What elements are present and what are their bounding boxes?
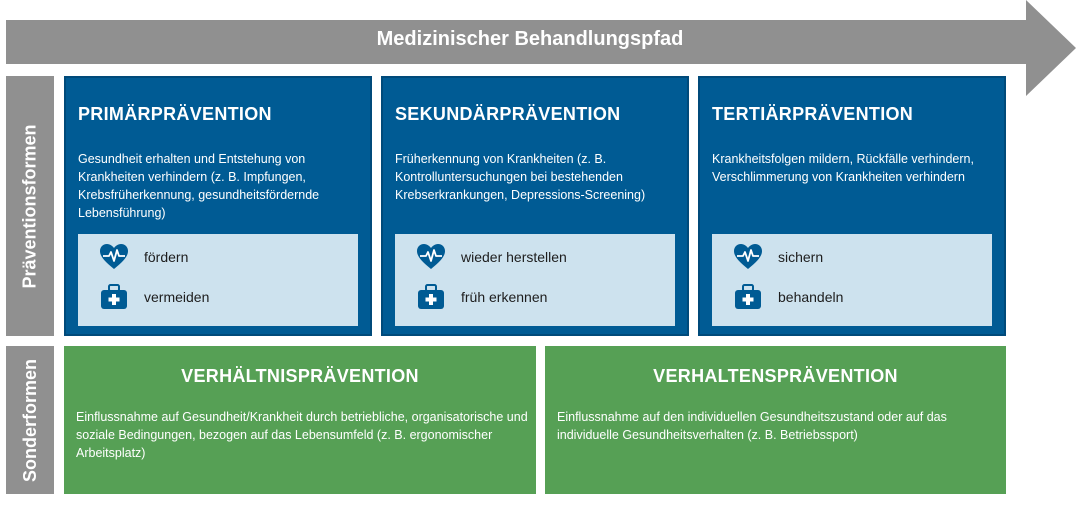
action-label: wieder herstellen	[461, 249, 567, 265]
heart-pulse-icon	[100, 244, 128, 270]
card-title: VERHÄLTNISPRÄVENTION	[181, 366, 419, 386]
action-panel	[78, 234, 358, 326]
card-title: TERTIÄRPRÄVENTION	[712, 104, 914, 124]
action-item	[417, 241, 567, 273]
side-label-prevention-forms	[6, 76, 54, 336]
card-relationship-prevention	[64, 346, 536, 494]
treatment-path-title: Medizinischer Behandlungspfad	[376, 28, 684, 50]
card-description: Einflussnahme auf den individuellen Gesundheitszustand oder auf das individuelle Gesundheitsverhalten (z. B. Betriebssport)	[557, 410, 947, 442]
medical-kit-icon	[417, 284, 445, 310]
card-tertiary-prevention	[698, 76, 1006, 336]
side-label-prevention-forms-text: Präventionsformen	[19, 123, 40, 289]
card-description: Gesundheit erhalten und Entstehung von Krankheiten verhindern (z. B. Impfungen, Krebsfrüherkennung, gesundheitsfördernde Lebensführung)	[78, 152, 320, 220]
action-label: vermeiden	[144, 289, 210, 305]
card-title: VERHALTENSPRÄVENTION	[653, 366, 898, 386]
action-item	[100, 241, 188, 273]
medical-kit-icon	[100, 284, 128, 310]
card-title: SEKUNDÄRPRÄVENTION	[395, 104, 621, 124]
card-description: Früherkennung von Krankheiten (z. B. Kontrolluntersuchungen bei bestehenden Krebserkrankungen, Depressions-Screening)	[395, 152, 646, 202]
side-label-special-forms-text: Sonderformen	[19, 358, 40, 482]
action-panel	[395, 234, 675, 326]
action-label: behandeln	[778, 289, 844, 305]
action-item	[417, 281, 547, 313]
card-secondary-prevention	[381, 76, 689, 336]
action-label: sichern	[778, 249, 824, 265]
heart-pulse-icon	[417, 244, 445, 270]
action-panel	[712, 234, 992, 326]
side-label-special-forms	[6, 346, 54, 494]
action-item	[100, 281, 209, 313]
card-behavior-prevention	[545, 346, 1006, 494]
action-item	[734, 241, 823, 273]
heart-pulse-icon	[734, 244, 762, 270]
card-primary-prevention	[64, 76, 372, 336]
action-label: früh erkennen	[461, 289, 548, 305]
card-description: Krankheitsfolgen mildern, Rückfälle verhindern, Verschlimmerung von Krankheiten verhindern	[712, 152, 974, 184]
card-title: PRIMÄRPRÄVENTION	[78, 104, 272, 124]
medical-kit-icon	[734, 284, 762, 310]
action-label: fördern	[144, 249, 189, 265]
card-description: Einflussnahme auf Gesundheit/Krankheit durch betriebliche, organisatorische und soziale Bedingungen, bezogen auf das Lebensumfeld (z. B. ergonomischer Arbeitsplatz)	[76, 410, 528, 460]
action-item	[734, 281, 843, 313]
